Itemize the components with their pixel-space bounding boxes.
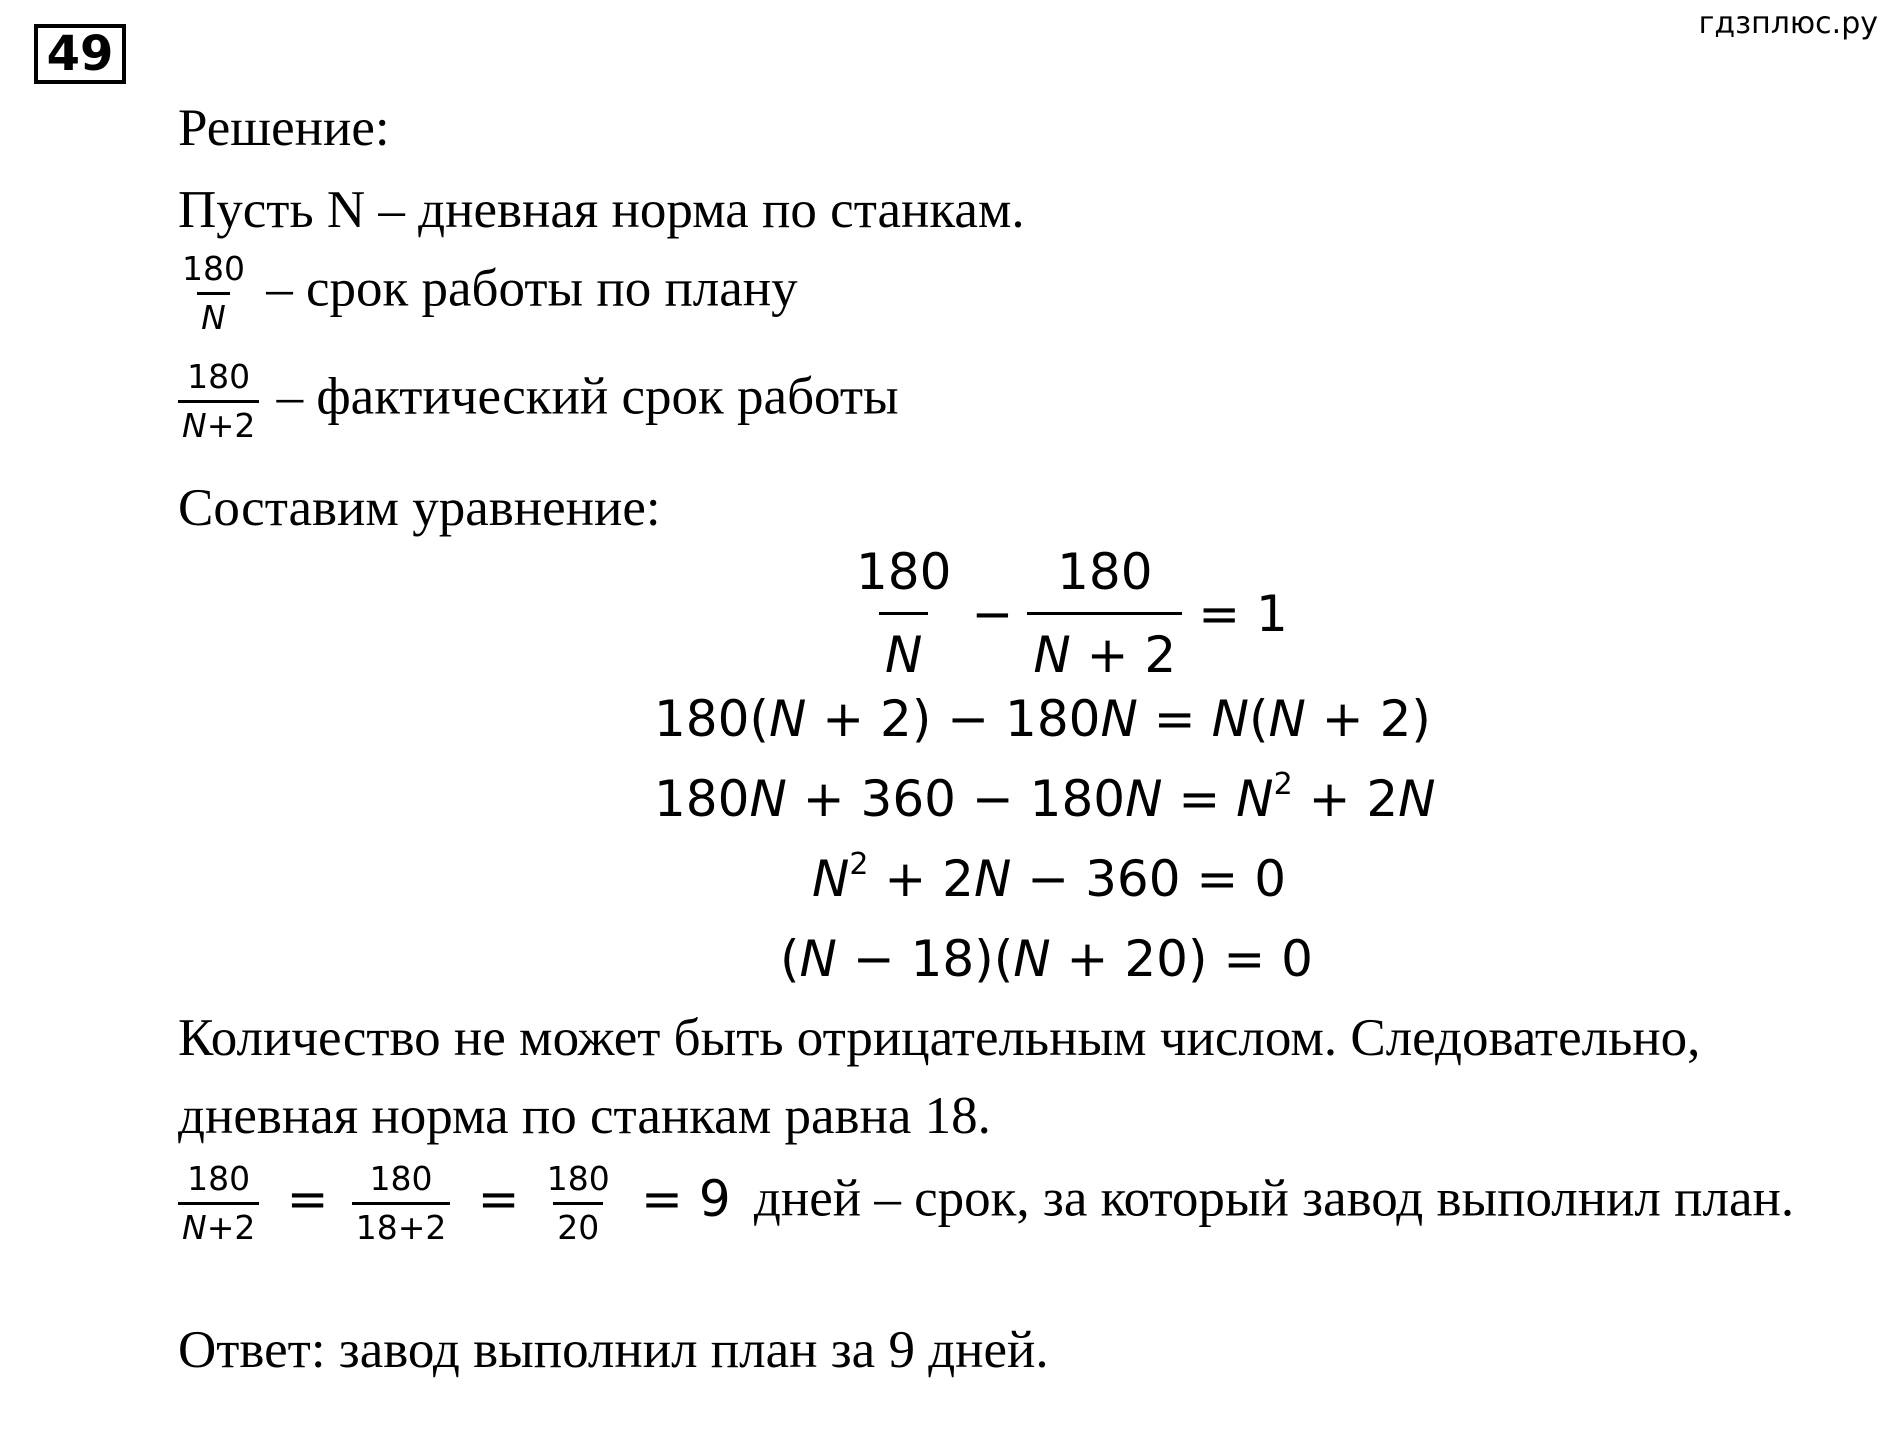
problem-number: 49 xyxy=(34,24,126,84)
actual-term-text: – фактический срок работы xyxy=(276,367,899,426)
actual-fraction-denominator xyxy=(178,400,259,445)
plan-term-text: – срок работы по плану xyxy=(266,259,798,318)
actual-den-var: N xyxy=(182,406,207,445)
final-frac2-numerator: 180 xyxy=(369,1159,433,1198)
plan-fraction-denominator: N xyxy=(197,292,230,337)
final-frac-2 xyxy=(352,1160,451,1247)
compose-line: Составим уравнение: xyxy=(178,479,661,537)
equation-fraction-2 xyxy=(1027,540,1182,687)
actual-den-rest: +2 xyxy=(206,406,256,445)
final-calc xyxy=(178,1160,1794,1247)
plan-fraction-numerator: 180 xyxy=(182,249,245,288)
step-2: $180N + 360 - 180N = N^2 + 2N$ xyxy=(654,767,1436,828)
plan-fraction xyxy=(178,250,249,337)
step-3: $N^2 + 2N - 360 = 0$ xyxy=(812,847,1287,908)
eq-frac2-denominator xyxy=(1027,612,1182,687)
final-frac2-denominator: 18+2 xyxy=(352,1202,451,1247)
eq-frac2-den-var: N xyxy=(1033,626,1071,684)
actual-fraction xyxy=(178,358,259,445)
final-frac3-denominator: 20 xyxy=(553,1202,603,1247)
final-eq-2: = xyxy=(477,1169,520,1228)
solution-heading: Решение: xyxy=(178,99,390,157)
final-eq-1: = xyxy=(286,1169,329,1228)
plan-term xyxy=(178,250,798,337)
step-1: 180(N + 2) − 180N = N(N + 2) xyxy=(654,690,1431,748)
eq-minus: − xyxy=(971,584,1014,643)
actual-term xyxy=(178,358,899,445)
conclusion-line-2: дневная норма по станкам равна 18. xyxy=(178,1087,991,1145)
final-frac-3 xyxy=(543,1160,614,1247)
eq-frac1-numerator: 180 xyxy=(856,543,952,601)
eq-rhs: = 1 xyxy=(1198,584,1288,643)
final-frac1-numerator: 180 xyxy=(187,1159,251,1198)
let-line: Пусть N – дневная норма по станкам. xyxy=(178,181,1025,239)
final-frac1-denominator: N+2 xyxy=(178,1202,259,1247)
step-4: (N − 18)(N + 20) = 0 xyxy=(780,930,1313,988)
eq-frac2-den-rest: + 2 xyxy=(1070,626,1177,684)
final-frac3-numerator: 180 xyxy=(546,1159,610,1198)
main-equation xyxy=(850,540,1302,687)
site-watermark: гдзплюс.ру xyxy=(1698,6,1878,41)
actual-fraction-numerator: 180 xyxy=(187,357,251,396)
answer: Ответ: завод выполнил план за 9 дней. xyxy=(178,1321,1049,1379)
equation-fraction-1 xyxy=(850,540,957,687)
final-calc-text: дней – срок, за который завод выполнил план. xyxy=(753,1169,1795,1228)
conclusion-line-1: Количество не может быть отрицательным числом. Следовательно, xyxy=(178,1009,1701,1067)
eq-frac1-denominator: N xyxy=(879,612,928,687)
eq-frac2-numerator: 180 xyxy=(1057,543,1153,601)
final-frac-1 xyxy=(178,1160,259,1247)
final-eq-3: = 9 xyxy=(641,1169,731,1228)
